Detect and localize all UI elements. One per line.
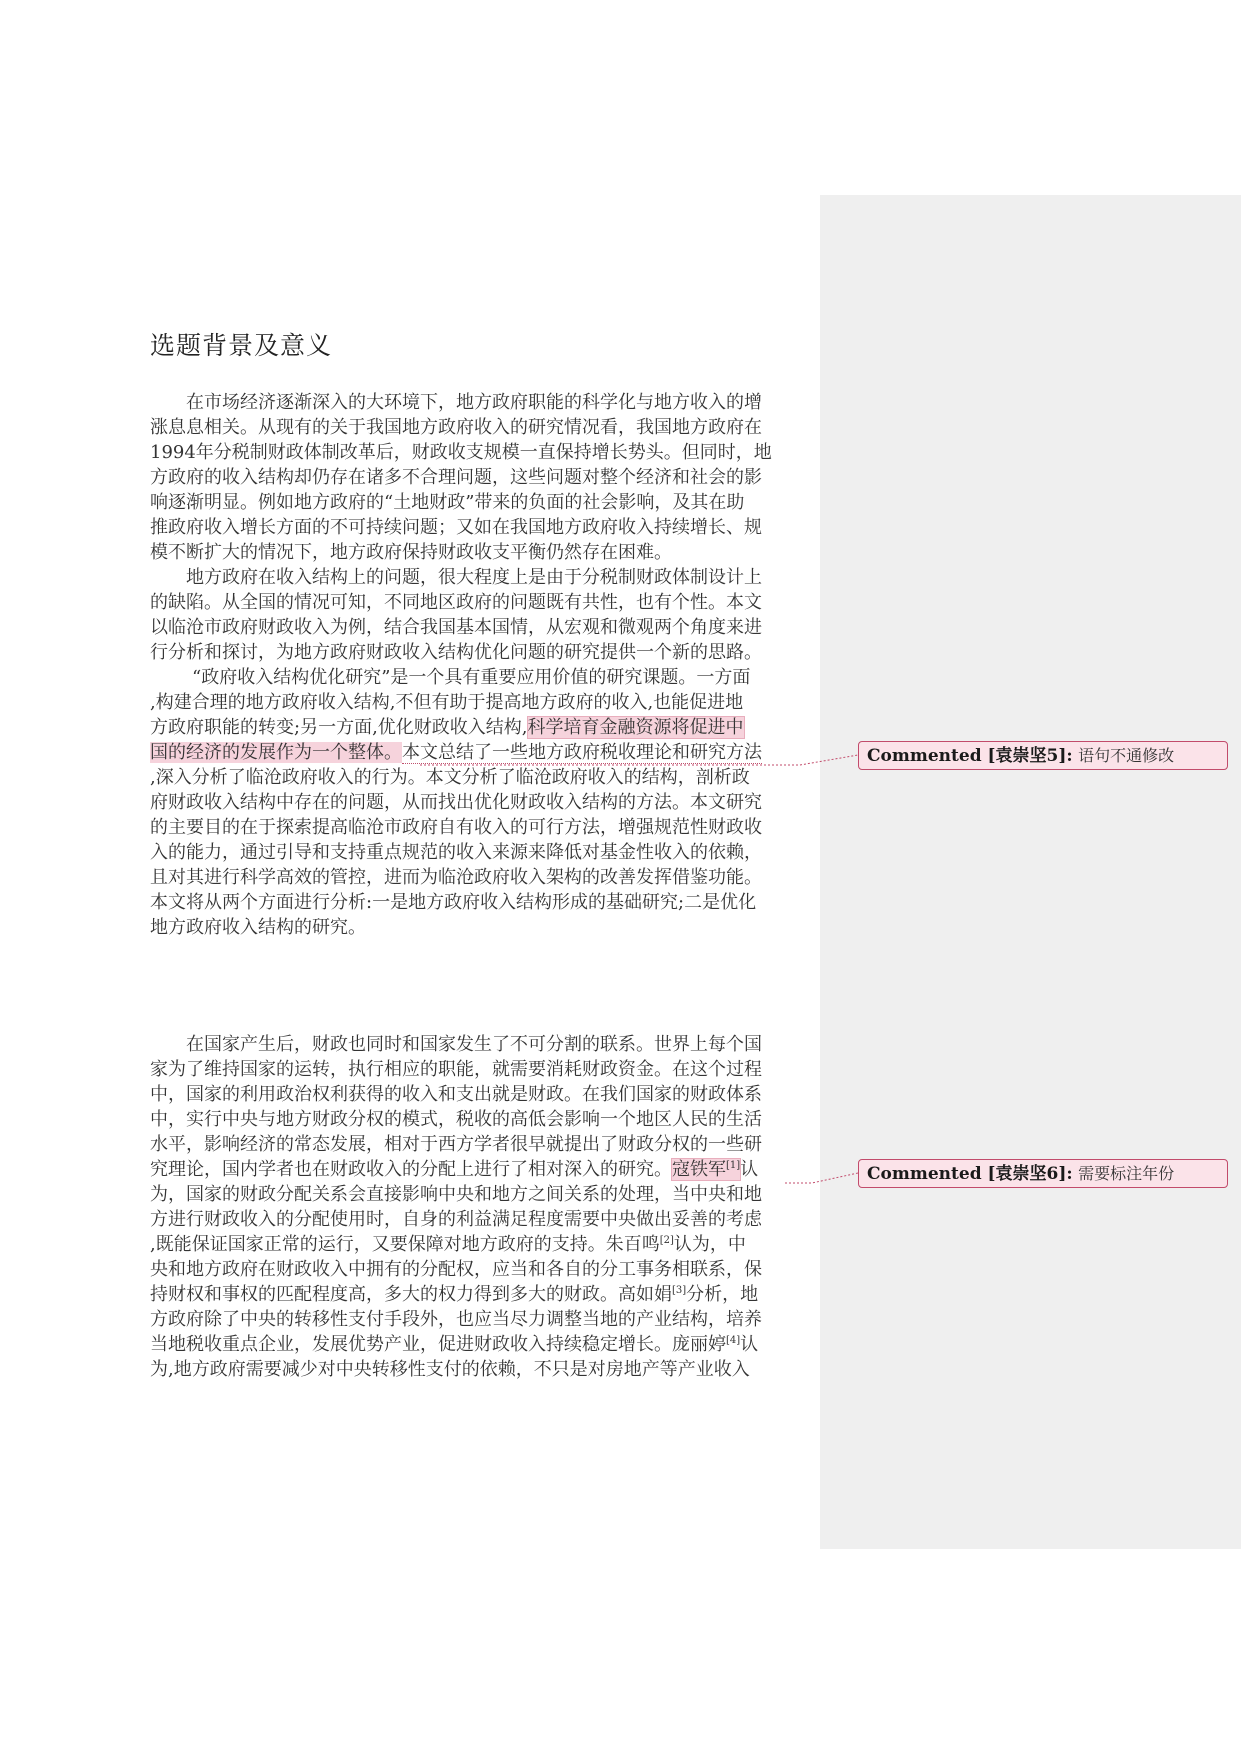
text-line: 且对其进行科学高效的管控，进而为临沧政府收入架构的改善发挥借鉴功能。: [150, 867, 762, 888]
text-line: [150, 1157, 808, 1182]
text-run: 认: [740, 1159, 759, 1180]
text-line: [150, 1332, 808, 1357]
text-line: 地方政府收入结构的研究。: [150, 917, 366, 938]
comment-author: Commented [袁崇坚6]:: [867, 1164, 1073, 1184]
citation-ref[interactable]: [3]: [672, 1285, 687, 1296]
text-line: 方进行财政收入的分配使用时，自身的利益满足程度需要中央做出妥善的考虑: [150, 1209, 762, 1230]
comment-anchor-6[interactable]: [672, 1159, 740, 1180]
text-run: 究理论，国内学者也在财政收入的分配上进行了相对深入的研究。: [150, 1159, 672, 1180]
text-run: 当地税收重点企业，发展优势产业，促进财政收入持续稳定增长。庞丽婷: [150, 1334, 726, 1355]
body-block-2: [150, 1032, 808, 1382]
citation-ref[interactable]: [4]: [726, 1335, 741, 1346]
citation-author: 寇铁军: [672, 1159, 726, 1180]
comment-anchor-5[interactable]: 科学培育金融资源将促进中: [527, 717, 744, 738]
text-line: ,构建合理的地方政府收入结构,不但有助于提高地方政府的收入,也能促进地: [150, 692, 744, 713]
text-line: 为，国家的财政分配关系会直接影响中央和地方之间关系的处理，当中央和地: [150, 1184, 762, 1205]
comment-balloon-5[interactable]: [858, 741, 1228, 770]
comment-pane: [820, 195, 1241, 1549]
text-run: 本文总结了一些地方政府税收理论和研究方法: [402, 742, 762, 763]
text-line: 水平，影响经济的常态发展，相对于西方学者很早就提出了财政分权的一些研: [150, 1134, 762, 1155]
text-line: 的缺陷。从全国的情况可知，不同地区政府的问题既有共性，也有个性。本文: [150, 592, 762, 613]
paragraph-4: [150, 1032, 808, 1382]
comment-balloon-6[interactable]: [858, 1159, 1228, 1188]
text-line: 家为了维持国家的运转，执行相应的职能，就需要消耗财政资金。在这个过程: [150, 1059, 762, 1080]
text-run: 持财权和事权的匹配程度高，多大的权力得到多大的财政。高如娟: [150, 1284, 672, 1305]
text-line: 以临沧市政府财政收入为例，结合我国基本国情，从宏观和微观两个角度来进: [150, 617, 762, 638]
text-line: 府财政收入结构中存在的问题，从而找出优化财政收入结构的方法。本文研究: [150, 792, 762, 813]
text-line: 1994年分税制财政体制改革后，财政收支规模一直保持增长势头。但同时，地: [150, 442, 772, 463]
text-line: 为,地方政府需要减少对中央转移性支付的依赖，不只是对房地产等产业收入: [150, 1359, 750, 1380]
text-run: 认为，中: [673, 1234, 746, 1255]
text-line: 方政府除了中央的转移性支付手段外，也应当尽力调整当地的产业结构，培养: [150, 1309, 762, 1330]
text-line: ,深入分析了临沧政府收入的行为。本文分析了临沧政府收入的结构，剖析政: [150, 767, 750, 788]
text-line: 央和地方政府在财政收入中拥有的分配权，应当和各自的分工事务相联系，保: [150, 1259, 762, 1280]
text-line: 方政府的收入结构却仍存在诸多不合理问题，这些问题对整个经济和社会的影: [150, 467, 762, 488]
text-run: 认: [740, 1334, 759, 1355]
text-line: “政府收入结构优化研究”是一个具有重要应用价值的研究课题。一方面: [192, 667, 751, 688]
text-line: [150, 740, 808, 765]
citation-ref[interactable]: [1]: [726, 1160, 741, 1171]
text-line: 中，国家的利用政治权利获得的收入和支出就是财政。在我们国家的财政体系: [150, 1084, 762, 1105]
text-line: 地方政府在收入结构上的问题，很大程度上是由于分税制财政体制设计上: [186, 567, 762, 588]
text-line: 行分析和探讨，为地方政府财政收入结构优化问题的研究提供一个新的思路。: [150, 642, 762, 663]
paragraph-2: [150, 565, 808, 665]
text-line: 推政府收入增长方面的不可持续问题；又如在我国地方政府收入持续增长、规: [150, 517, 762, 538]
text-line: [150, 1232, 808, 1257]
text-line: 入的能力，通过引导和支持重点规范的收入来源来降低对基金性收入的依赖，: [150, 842, 762, 863]
text-line: 响逐渐明显。例如地方政府的“土地财政”带来的负面的社会影响，及其在助: [150, 492, 745, 513]
comment-anchor-5-cont[interactable]: 国的经济的发展作为一个整体。: [150, 742, 402, 763]
text-run: 方政府职能的转变;另一方面,优化财政收入结构,: [150, 717, 528, 738]
text-run: 分析，地: [686, 1284, 759, 1305]
body-block-1: [150, 390, 808, 940]
section-heading: 选题背景及意义: [150, 331, 333, 360]
comment-text: 语句不通修改: [1078, 746, 1175, 765]
text-line: 模不断扩大的情况下，地方政府保持财政收支平衡仍然存在困难。: [150, 542, 672, 563]
paragraph-3: [150, 665, 808, 940]
comment-author: Commented [袁崇坚5]:: [867, 746, 1073, 766]
text-line: 在市场经济逐渐深入的大环境下，地方政府职能的科学化与地方收入的增: [186, 392, 762, 413]
text-line: 中，实行中央与地方财政分权的模式，税收的高低会影响一个地区人民的生活: [150, 1109, 762, 1130]
text-line: 涨息息相关。从现有的关于我国地方政府收入的研究情况看，我国地方政府在: [150, 417, 762, 438]
text-line: 在国家产生后，财政也同时和国家发生了不可分割的联系。世界上每个国: [186, 1034, 762, 1055]
paragraph-1: [150, 390, 808, 565]
text-line: [150, 715, 808, 740]
text-line: 本文将从两个方面进行分析:一是地方政府收入结构形成的基础研究;二是优化: [150, 892, 757, 913]
citation-ref[interactable]: [2]: [659, 1235, 674, 1246]
text-line: [150, 1282, 808, 1307]
comment-text: 需要标注年份: [1078, 1164, 1175, 1183]
text-line: 的主要目的在于探索提高临沧市政府自有收入的可行方法，增强规范性财政收: [150, 817, 762, 838]
text-run: ,既能保证国家正常的运行，又要保障对地方政府的支持。朱百鸣: [150, 1234, 660, 1255]
